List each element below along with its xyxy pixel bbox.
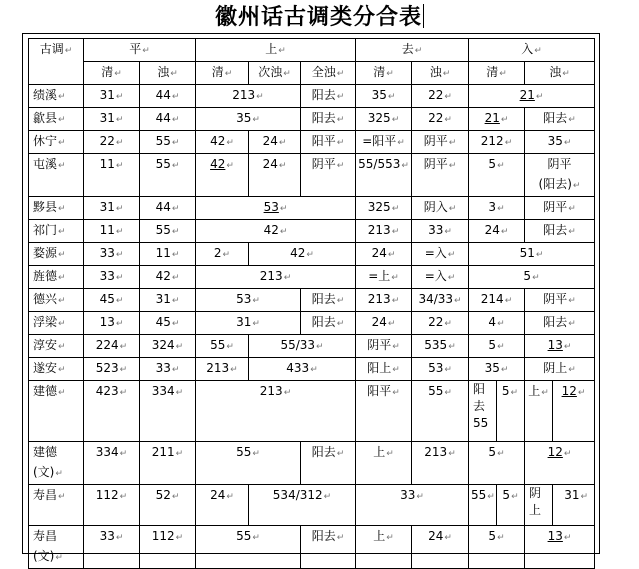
header-shang-quanzhuo: 全浊↵ — [301, 62, 356, 85]
dialect-name: 休宁↵ — [29, 131, 84, 154]
table-row: 寿昌↵ 112↵ 52↵ 24↵ 534/312↵ 33↵ 55↵ 5↵ 阴上 31↵ — [29, 485, 595, 526]
table-row: 建德↵ 423↵ 334↵ 213↵ 阳平↵ 55↵ 阳去55 5↵ 上↵ 12↵ — [29, 381, 595, 442]
dialect-name: 绩溪↵ — [29, 85, 84, 108]
dialect-name: 德兴↵ — [29, 289, 84, 312]
table-row: 旌德↵ 33↵ 42↵ 213↵ =上↵ =入↵ 5↵ — [29, 266, 595, 289]
header-shang-cizhuo: 次浊↵ — [249, 62, 301, 85]
dialect-name: 歙县↵ — [29, 108, 84, 131]
table-row: 遂安↵ 523↵ 33↵ 213↵ 433↵ 阳上↵ 53↵ 35↵ 阴上↵ — [29, 358, 595, 381]
dialect-name: 寿昌↵ — [29, 485, 84, 526]
tone-table — [28, 38, 595, 569]
table-row: 歙县↵ 31↵ 44↵ 35↵ 阳去↵ 325↵ 22↵ 21↵ 阳去↵ — [29, 108, 595, 131]
header-qu-qing: 清↵ — [356, 62, 412, 85]
header-ping-qing: 清↵ — [84, 62, 140, 85]
header-ping-zhuo: 浊↵ — [140, 62, 196, 85]
table-row: 绩溪↵ 31↵ 44↵ 213↵ 阳去↵ 35↵ 22↵ 21↵ — [29, 85, 595, 108]
table-row: 婺源↵ 33↵ 11↵ 2↵ 42↵ 24↵ =入↵ 51↵ — [29, 243, 595, 266]
dialect-name: 浮梁↵ — [29, 312, 84, 335]
header-ping: 平↵ — [84, 39, 196, 62]
dialect-name: 屯溪↵ — [29, 154, 84, 197]
header-shang: 上↵ — [196, 39, 356, 62]
text-cursor — [423, 4, 424, 28]
header-ru: 入↵ — [469, 39, 595, 62]
table-row: 浮梁↵ 13↵ 45↵ 31↵ 阳去↵ 24↵ 22↵ 4↵ 阳去↵ — [29, 312, 595, 335]
header-shang-qing: 清↵ — [196, 62, 249, 85]
table-row: 寿昌 (文)↵ 33↵ 112↵ 55↵ 阳去↵ 上↵ 24↵ 5↵ 13↵ — [29, 526, 595, 569]
header-row-2 — [29, 62, 595, 85]
header-row-1 — [29, 39, 595, 62]
table-row: 德兴↵ 45↵ 31↵ 53↵ 阳去↵ 213↵ 34/33↵ 214↵ 阴平↵ — [29, 289, 595, 312]
table-row: 屯溪↵ 11↵ 55↵ 42↵ 24↵ 阴平↵ 55/553↵ 阴平↵ 5↵ 阴平 (阳去)↵ — [29, 154, 595, 197]
dialect-name: 寿昌 (文)↵ — [29, 526, 84, 569]
header-ru-qing: 清↵ — [469, 62, 525, 85]
dialect-name: 淳安↵ — [29, 335, 84, 358]
header-qu-zhuo: 浊↵ — [412, 62, 469, 85]
document-title — [0, 2, 639, 32]
corner-header: 古调↵ — [29, 39, 84, 85]
table-row: 黟县↵ 31↵ 44↵ 53↵ 325↵ 阴入↵ 3↵ 阴平↵ — [29, 197, 595, 220]
dialect-name: 建德 (文)↵ — [29, 442, 84, 485]
dialect-name: 遂安↵ — [29, 358, 84, 381]
header-ru-zhuo: 浊↵ — [525, 62, 595, 85]
dialect-name: 祁门↵ — [29, 220, 84, 243]
title-text: 徽州话古调类分合表 — [214, 4, 422, 30]
dialect-name: 黟县↵ — [29, 197, 84, 220]
table-row: 休宁↵ 22↵ 55↵ 42↵ 24↵ 阳平↵ =阳平↵ 阴平↵ 212↵ 35↵ — [29, 131, 595, 154]
table-row: 祁门↵ 11↵ 55↵ 42↵ 213↵ 33↵ 24↵ 阳去↵ — [29, 220, 595, 243]
dialect-name: 婺源↵ — [29, 243, 84, 266]
header-qu: 去↵ — [356, 39, 469, 62]
table-row: 淳安↵ 224↵ 324↵ 55↵ 55/33↵ 阴平↵ 535↵ 5↵ 13↵ — [29, 335, 595, 358]
dialect-name: 旌德↵ — [29, 266, 84, 289]
table-row: 建德 (文)↵ 334↵ 211↵ 55↵ 阳去↵ 上↵ 213↵ 5↵ 12↵ — [29, 442, 595, 485]
dialect-name: 建德↵ — [29, 381, 84, 442]
